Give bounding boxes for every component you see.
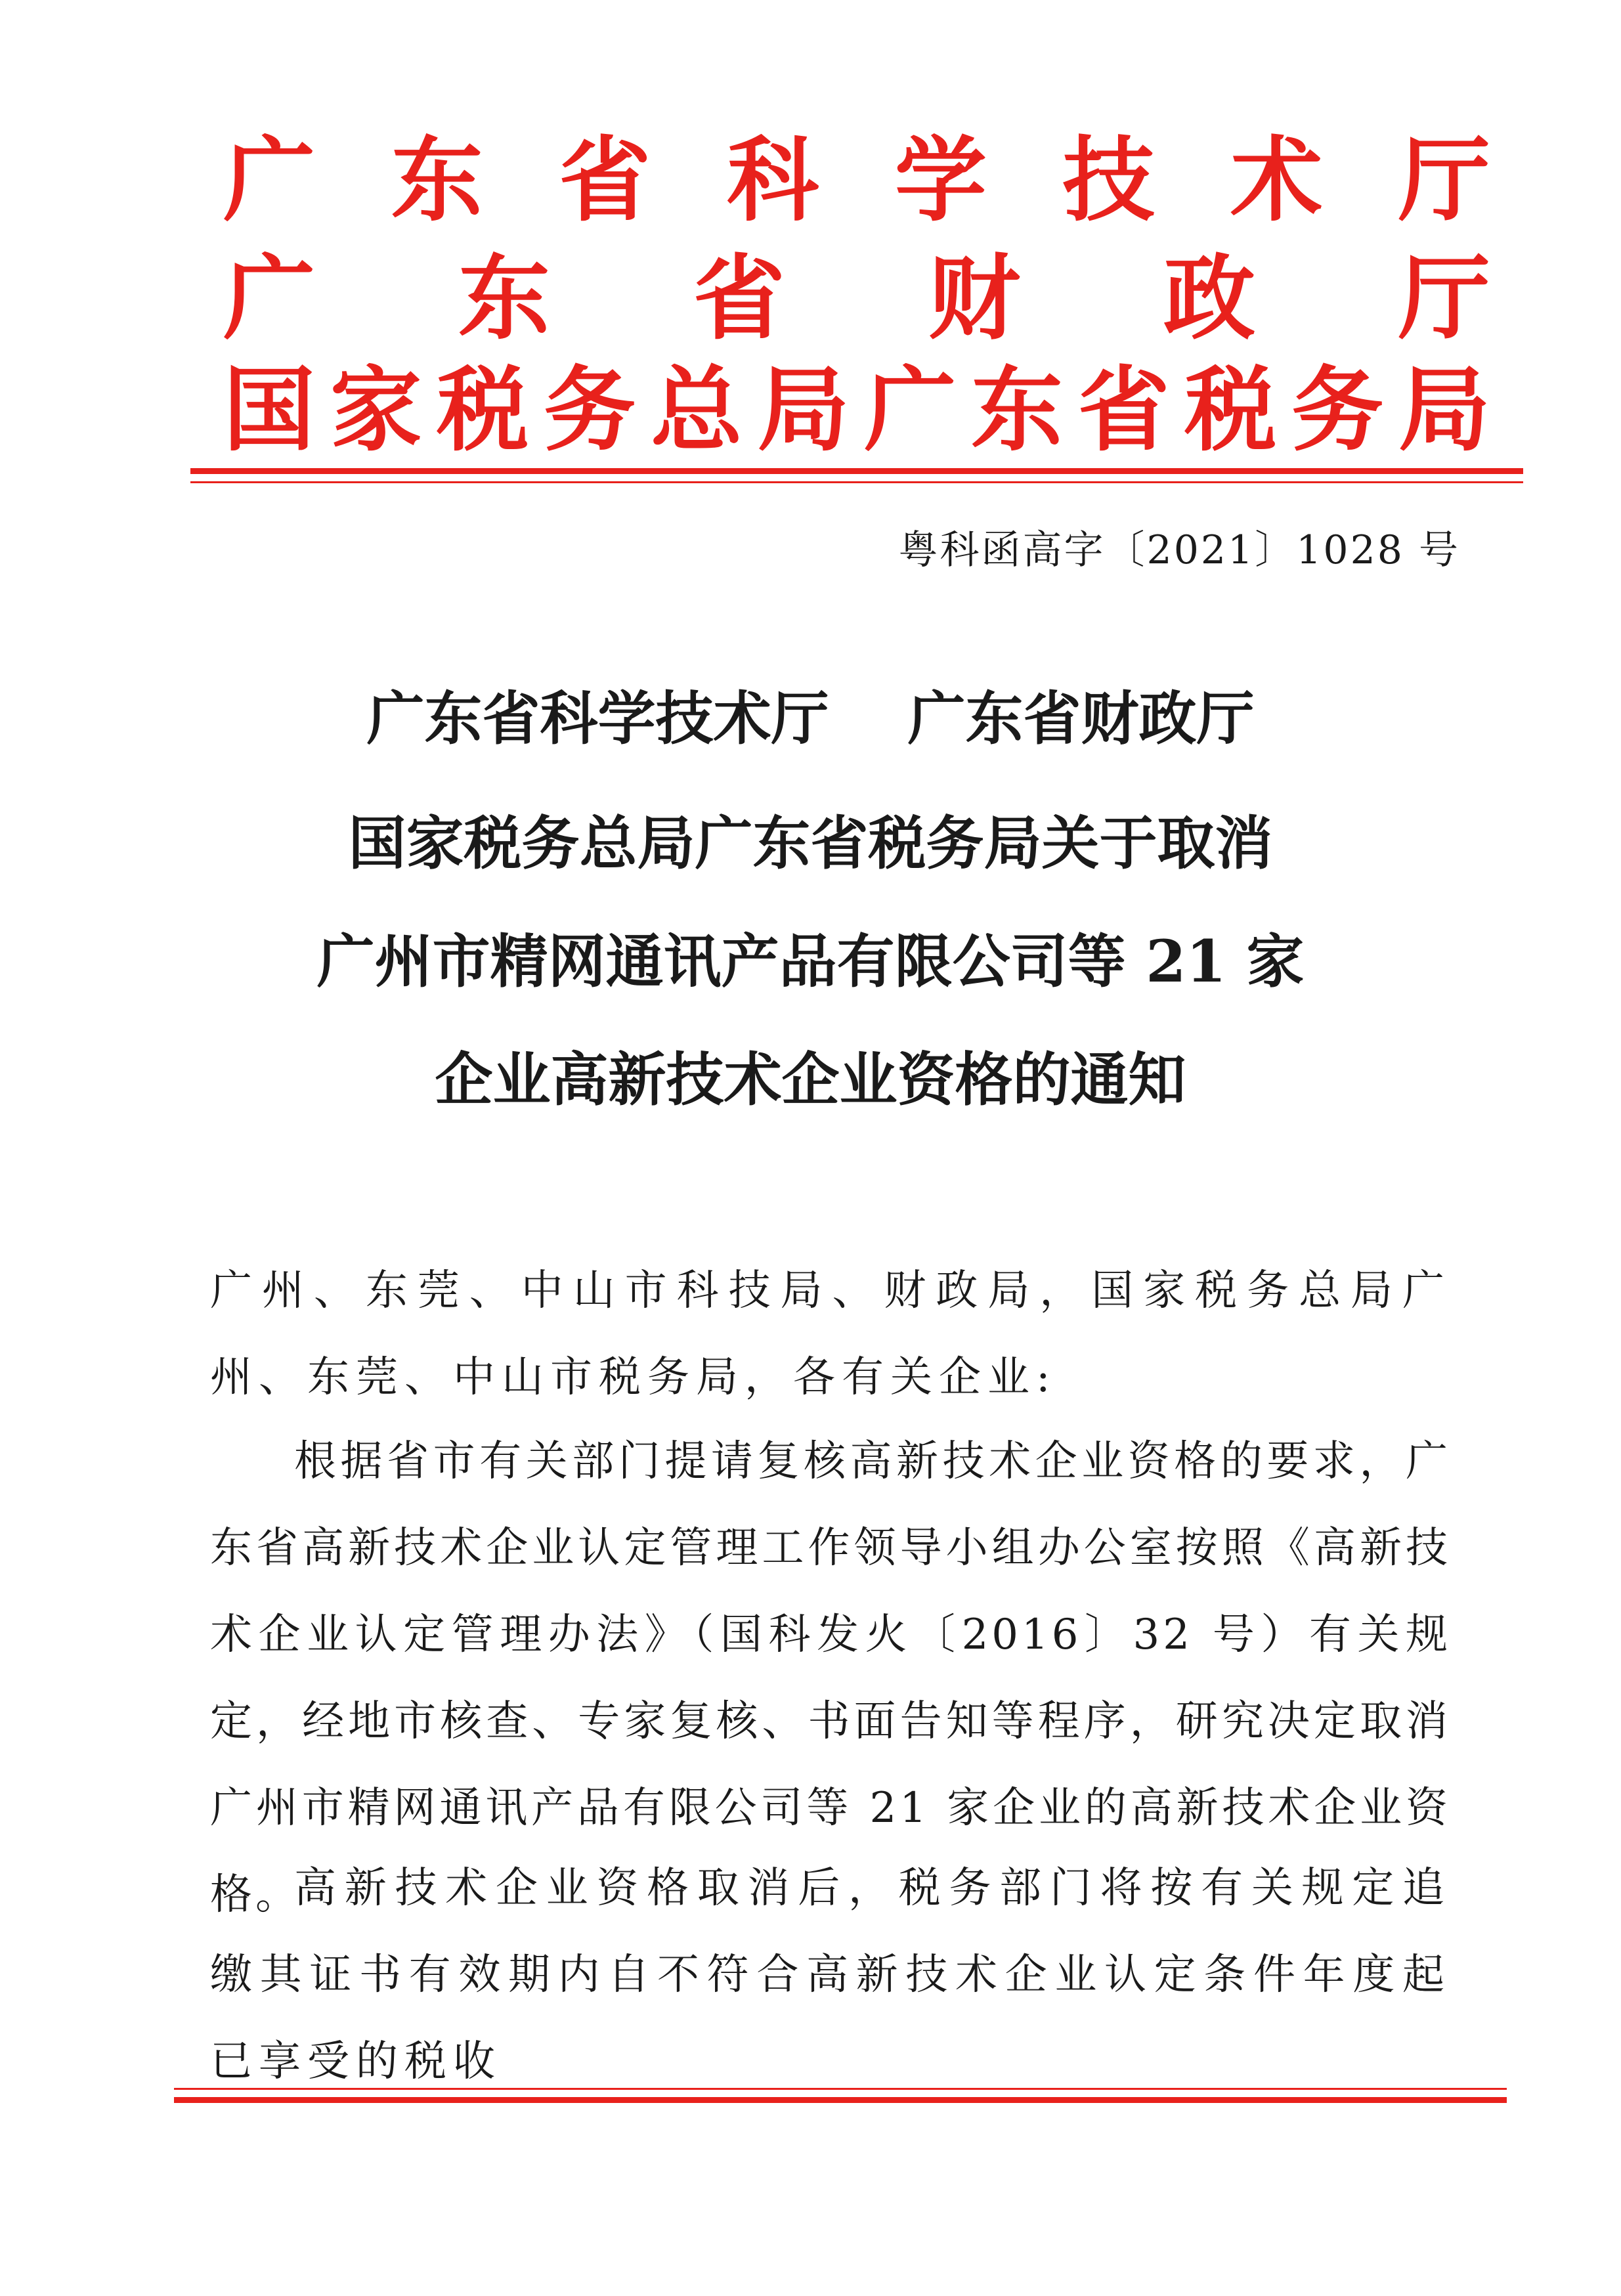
- masthead-char: 省: [1077, 357, 1170, 464]
- title-line-4: 企业高新技术企业资格的通知: [435, 1045, 1186, 1114]
- footer-rule-thin: [174, 2088, 1507, 2090]
- masthead-char: 厅: [1398, 245, 1490, 353]
- masthead-char: 东: [971, 357, 1064, 464]
- title-issuer-b: 广东省财政厅: [907, 684, 1255, 752]
- masthead-char: 技: [1062, 127, 1155, 234]
- masthead-line-2: [223, 245, 1490, 353]
- masthead-line-1: [223, 127, 1490, 234]
- masthead-char: 广: [223, 127, 316, 234]
- masthead-char: 务: [1291, 357, 1384, 464]
- title-line-2: 国家税务总局广东省税务局关于取消: [348, 809, 1273, 877]
- masthead-char: 国: [223, 357, 316, 464]
- salutation: 广州、东莞、中山市科技局、财政局，国家税务总局广州、东莞、中山市税务局，各有关企业:: [210, 1267, 1451, 1402]
- paragraph-2: 高新技术企业资格取消后，税务部门将按有关规定追缴其证书有效期内自不符合高新技术企业认定条件年度起已享受的税收: [210, 1864, 1451, 2086]
- masthead-char: 广: [223, 245, 316, 353]
- masthead-char: 政: [1163, 245, 1255, 353]
- masthead-line-3: [223, 357, 1490, 464]
- masthead-char: 学: [894, 127, 987, 234]
- masthead-char: 省: [693, 245, 785, 353]
- masthead-char: 广: [864, 357, 957, 464]
- masthead-char: 税: [437, 357, 529, 464]
- masthead-char: 财: [928, 245, 1020, 353]
- footer-rule-thick: [174, 2097, 1507, 2103]
- masthead-char: 厅: [1398, 127, 1490, 234]
- title-line-3: 广州市精网通讯产品有限公司等 21 家: [316, 927, 1305, 995]
- masthead-rule-thick: [190, 468, 1523, 474]
- masthead-char: 务: [544, 357, 636, 464]
- masthead-char: 术: [1230, 127, 1323, 234]
- masthead-char: 局: [1398, 357, 1490, 464]
- title-issuer-a: 广东省科学技术厅: [366, 684, 829, 752]
- masthead-char: 家: [330, 357, 422, 464]
- paragraph-1: 根据省市有关部门提请复核高新技术企业资格的要求，广东省高新技术企业认定管理工作领导小组办公室按照《高新技术企业认定管理办法》（国科发火〔2016〕32 号）有关规定，经地市核查、专家复核、书面告知等程序，研究决定取消广州市精网通讯产品有限公司等 21 家企业的高新技术企业资格。: [210, 1437, 1451, 1919]
- masthead-char: 东: [391, 127, 483, 234]
- masthead-char: 税: [1184, 357, 1277, 464]
- masthead-rule-thin: [190, 481, 1523, 483]
- document-number: 粤科函高字〔2021〕1028 号: [898, 527, 1460, 573]
- masthead-char: 东: [458, 245, 550, 353]
- title-line-1: [0, 684, 1621, 752]
- masthead-char: 总: [650, 357, 743, 464]
- masthead-char: 科: [727, 127, 819, 234]
- masthead-char: 省: [559, 127, 651, 234]
- masthead-char: 局: [757, 357, 850, 464]
